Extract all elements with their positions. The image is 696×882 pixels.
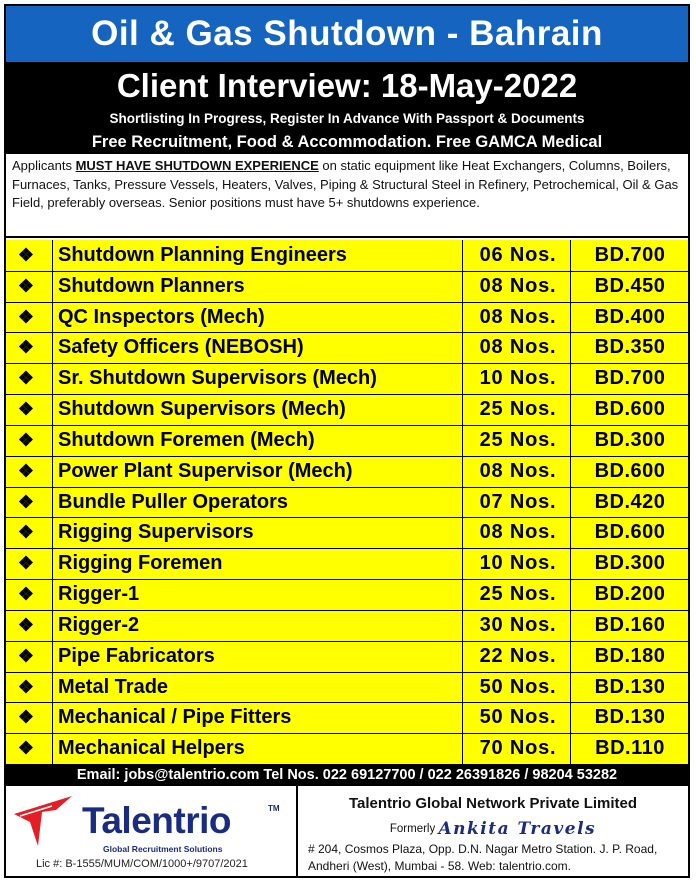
job-salary: BD.600 xyxy=(594,459,666,482)
job-salary: BD.200 xyxy=(594,583,666,606)
job-row xyxy=(6,332,688,363)
company-panel xyxy=(298,786,688,876)
bullet-icon: ❖ xyxy=(17,399,35,420)
bullet-icon: ❖ xyxy=(17,707,35,728)
logo-tagline: Global Recruitment Solutions xyxy=(103,844,223,854)
job-salary: BD.130 xyxy=(594,675,666,698)
row-divider xyxy=(6,702,688,703)
requirements-text: Applicants MUST HAVE SHUTDOWN EXPERIENCE on static equipment like Heat Exchangers, Columns, Boilers, Furnaces, Tanks, Pressure Vessels, Heaters, Valves, Piping & Structural Steel in Refinery, Petrochemical, Oil & Gas Field, preferably overseas. Senior positions must have 5+ shutdowns experience. xyxy=(6,154,688,238)
row-divider xyxy=(6,394,688,395)
company-name: Talentrio Global Network Private Limited xyxy=(348,795,638,812)
job-title: Shutdown Planners xyxy=(58,274,245,297)
logo-panel xyxy=(6,786,298,876)
job-row xyxy=(6,641,688,672)
job-count: 50 Nos. xyxy=(479,675,557,698)
job-count: 07 Nos. xyxy=(479,490,557,513)
bullet-icon: ❖ xyxy=(17,429,35,450)
job-count: 08 Nos. xyxy=(479,305,557,328)
job-count: 30 Nos. xyxy=(479,613,557,636)
bullet-icon: ❖ xyxy=(17,676,35,697)
job-title: Rigger-2 xyxy=(58,613,140,636)
row-divider xyxy=(6,363,688,364)
benefits-line: Free Recruitment, Food & Accommodation. Free GAMCA Medical xyxy=(6,130,688,154)
row-divider xyxy=(6,548,688,549)
job-count: 10 Nos. xyxy=(479,552,557,575)
job-salary: BD.300 xyxy=(594,428,666,451)
row-divider xyxy=(6,579,688,580)
job-title: Pipe Fabricators xyxy=(58,644,215,667)
job-row xyxy=(6,672,688,703)
job-row xyxy=(6,487,688,518)
job-title: Shutdown Supervisors (Mech) xyxy=(58,398,346,421)
job-title: Safety Officers (NEBOSH) xyxy=(58,336,304,359)
job-salary: BD.110 xyxy=(595,737,665,760)
job-count: 08 Nos. xyxy=(479,274,557,297)
former-name: Ankita Travels xyxy=(438,819,597,839)
bullet-icon: ❖ xyxy=(17,245,35,265)
bullet-icon: ❖ xyxy=(17,460,35,481)
license-number: Lic #: B-1555/MUM/COM/1000+/9707/2021 xyxy=(36,858,248,870)
row-divider xyxy=(6,517,688,518)
job-count: 10 Nos. xyxy=(479,367,557,390)
table-divider xyxy=(52,240,53,764)
logo-wordmark: Talentrio xyxy=(82,800,231,841)
job-count: 70 Nos. xyxy=(479,737,557,760)
job-title: Shutdown Planning Engineers xyxy=(58,244,347,266)
bullet-icon: ❖ xyxy=(17,584,35,605)
job-advertisement xyxy=(4,4,690,878)
table-divider xyxy=(570,240,571,764)
job-row xyxy=(6,394,688,425)
interview-date: Client Interview: 18-May-2022 xyxy=(6,62,688,108)
job-row xyxy=(6,302,688,333)
job-count: 25 Nos. xyxy=(479,398,557,421)
row-divider xyxy=(6,641,688,642)
job-salary: BD.160 xyxy=(594,613,666,636)
job-salary: BD.700 xyxy=(594,367,666,390)
job-salary: BD.700 xyxy=(594,244,666,266)
trademark-mark: TM xyxy=(268,804,280,813)
job-count: 08 Nos. xyxy=(479,336,557,359)
job-salary: BD.600 xyxy=(594,398,666,421)
shortlisting-note: Shortlisting In Progress, Register In Advance With Passport & Documents xyxy=(6,108,688,130)
job-salary: BD.350 xyxy=(594,336,666,359)
job-row xyxy=(6,425,688,456)
job-row xyxy=(6,271,688,302)
job-row xyxy=(6,702,688,733)
formerly-line: Formerly Ankita Travels xyxy=(389,819,597,839)
bullet-icon: ❖ xyxy=(17,553,35,574)
job-salary: BD.180 xyxy=(594,644,666,667)
job-count: 22 Nos. xyxy=(479,644,557,667)
job-salary: BD.420 xyxy=(594,490,666,513)
job-count: 06 Nos. xyxy=(479,244,557,266)
job-row xyxy=(6,517,688,548)
row-divider xyxy=(6,456,688,457)
row-divider xyxy=(6,302,688,303)
job-salary: BD.450 xyxy=(594,274,666,297)
job-row xyxy=(6,610,688,641)
requirement-emphasis: MUST HAVE SHUTDOWN EXPERIENCE xyxy=(75,158,319,173)
job-title: Shutdown Foremen (Mech) xyxy=(58,428,315,451)
job-title: Mechanical / Pipe Fitters xyxy=(58,706,292,729)
page-title: Oil & Gas Shutdown - Bahrain xyxy=(6,6,688,62)
bullet-icon: ❖ xyxy=(17,491,35,512)
row-divider xyxy=(6,271,688,272)
bullet-icon: ❖ xyxy=(17,645,35,666)
job-row xyxy=(6,579,688,610)
bullet-icon: ❖ xyxy=(17,614,35,635)
job-title: Metal Trade xyxy=(58,675,169,698)
job-count: 25 Nos. xyxy=(479,583,557,606)
job-row xyxy=(6,548,688,579)
bullet-icon: ❖ xyxy=(17,368,35,389)
job-title: QC Inspectors (Mech) xyxy=(58,305,265,328)
job-count: 08 Nos. xyxy=(479,459,557,482)
job-title: Bundle Puller Operators xyxy=(58,490,289,513)
job-title: Power Plant Supervisor (Mech) xyxy=(58,459,353,482)
job-row xyxy=(6,363,688,394)
talentrio-logo-icon xyxy=(12,792,80,850)
company-address: # 204, Cosmos Plaza, Opp. D.N. Nagar Metro Station. J. P. Road, Andheri (West), Mumbai - 58. Web: talentrio.com. xyxy=(308,842,658,873)
bullet-icon: ❖ xyxy=(17,738,35,759)
row-divider xyxy=(6,487,688,488)
job-salary: BD.400 xyxy=(594,305,666,328)
row-divider xyxy=(6,610,688,611)
job-row xyxy=(6,240,688,271)
job-table xyxy=(6,240,688,764)
bullet-icon: ❖ xyxy=(17,337,35,358)
bullet-icon: ❖ xyxy=(17,522,35,543)
job-row xyxy=(6,733,688,764)
table-divider xyxy=(462,240,463,764)
job-row xyxy=(6,456,688,487)
row-divider xyxy=(6,733,688,734)
row-divider xyxy=(6,332,688,333)
contact-bar: Email: jobs@talentrio.com Tel Nos. 022 69127700 / 022 26391826 / 98204 53282 xyxy=(6,764,688,786)
job-count: 25 Nos. xyxy=(479,428,557,451)
job-salary: BD.600 xyxy=(594,521,666,544)
bullet-icon: ❖ xyxy=(17,306,35,327)
job-salary: BD.130 xyxy=(594,706,666,729)
job-count: 08 Nos. xyxy=(479,521,557,544)
job-count: 50 Nos. xyxy=(479,706,557,729)
row-divider xyxy=(6,425,688,426)
job-title: Sr. Shutdown Supervisors (Mech) xyxy=(58,367,377,390)
job-title: Rigging Supervisors xyxy=(58,521,254,544)
job-title: Rigging Foremen xyxy=(58,552,223,575)
job-title: Rigger-1 xyxy=(58,583,140,606)
job-salary: BD.300 xyxy=(594,552,666,575)
job-title: Mechanical Helpers xyxy=(58,737,245,760)
row-divider xyxy=(6,672,688,673)
bullet-icon: ❖ xyxy=(17,275,35,296)
